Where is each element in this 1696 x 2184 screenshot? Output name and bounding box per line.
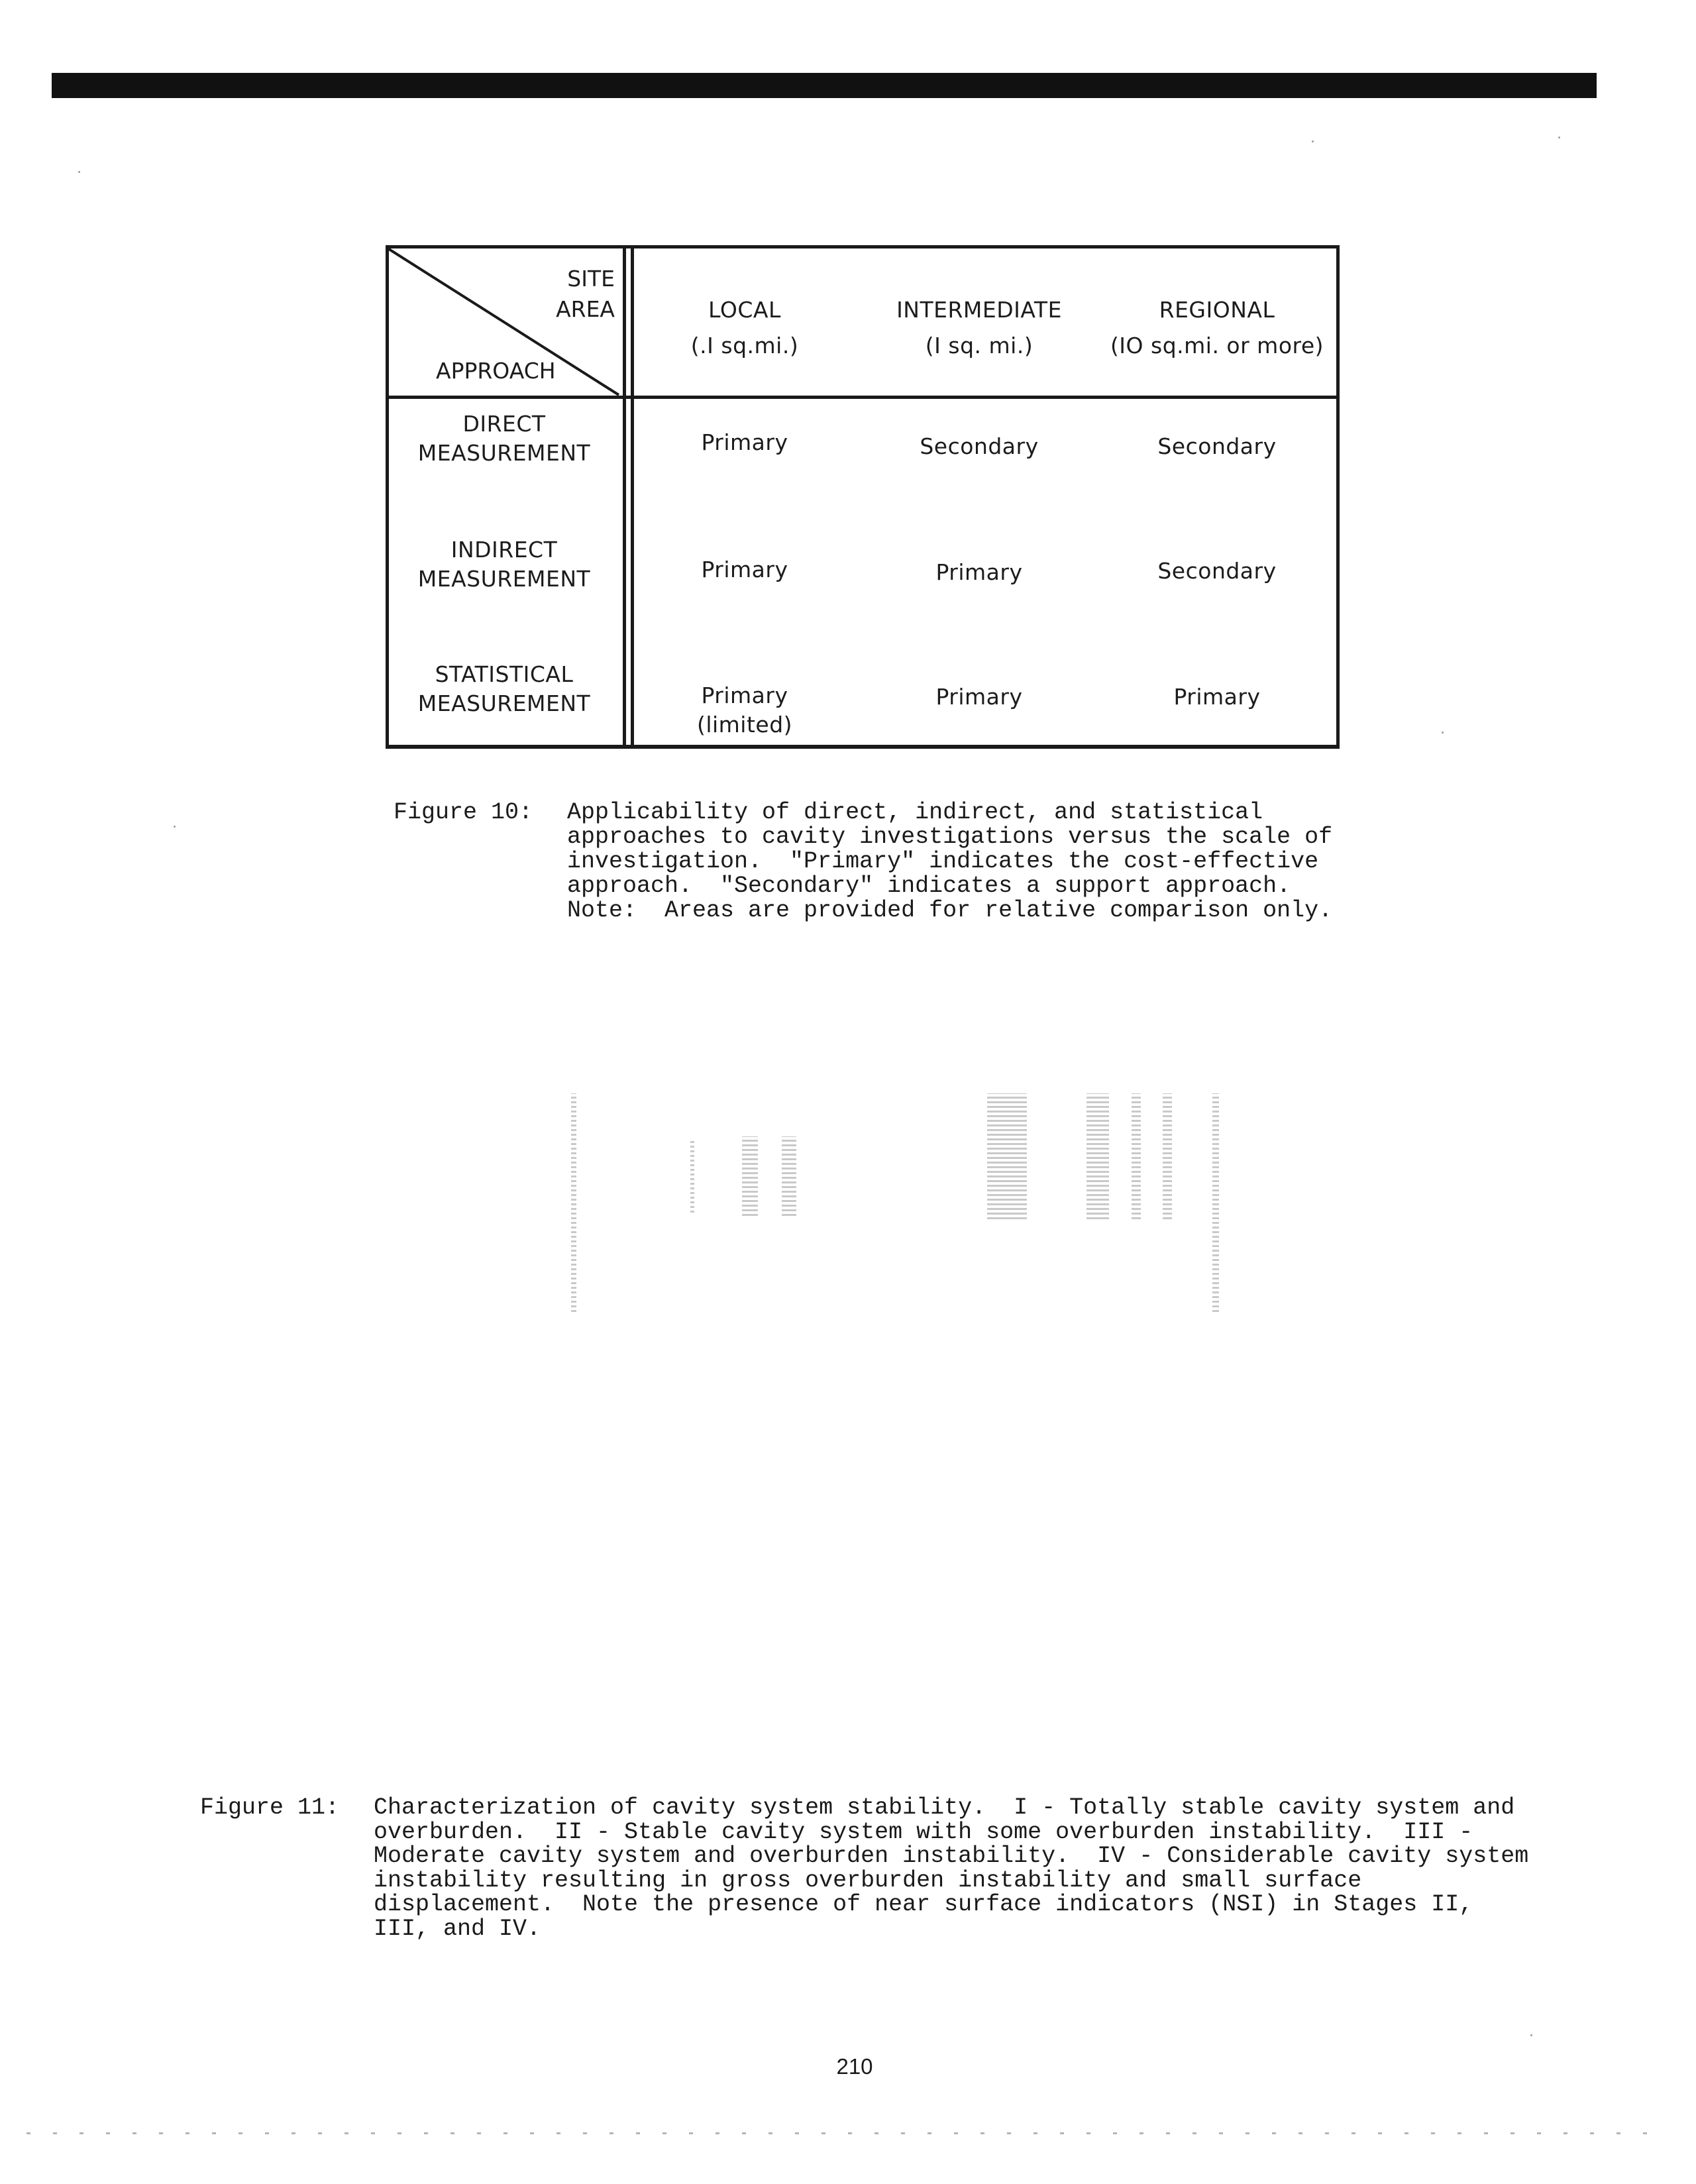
figure-11-faded-graphic: [563, 1027, 1239, 1372]
row-header-direct: [395, 410, 613, 468]
faint-mark: [571, 1093, 576, 1312]
caption-line: displacement. Note the presence of near surface indicators (NSI) in Stages II,: [374, 1891, 1473, 1918]
caption-line: investigation. "Primary" indicates the cost-effective: [567, 848, 1319, 875]
row-header-indirect: [395, 535, 613, 594]
row-label-line: INDIRECT: [450, 537, 558, 563]
scan-speck: [78, 171, 80, 173]
column-name: INTERMEDIATE: [896, 297, 1062, 323]
scan-speck: [1312, 140, 1314, 142]
faint-mark: [782, 1136, 796, 1216]
row-label-line: STATISTICAL: [435, 661, 574, 687]
faint-mark: [1132, 1093, 1141, 1219]
faint-mark: [742, 1136, 758, 1216]
caption-line: approaches to cavity investigations versus the scale of: [567, 824, 1333, 850]
cell-value: Primary: [701, 682, 788, 708]
caption-text: [374, 1796, 1632, 1941]
scan-speck: [1442, 732, 1444, 734]
table-cell: [632, 681, 857, 739]
corner-label-area: AREA: [556, 296, 615, 322]
faint-mark: [1212, 1093, 1219, 1312]
caption-line: Moderate cavity system and overburden instability. IV - Considerable cavity system: [374, 1843, 1529, 1869]
table-cell: Secondary: [1157, 433, 1277, 459]
caption-line: overburden. II - Stable cavity system with some overburden instability. III -: [374, 1818, 1473, 1845]
table-cell: Primary: [701, 429, 788, 455]
figure-label: Figure 11:: [200, 1794, 340, 1821]
column-area: (IO sq.mi. or more): [1110, 333, 1324, 358]
corner-label-approach: APPROACH: [436, 358, 556, 384]
table-cell: Primary: [1173, 684, 1261, 710]
faint-mark: [987, 1093, 1027, 1219]
faint-mark: [1163, 1093, 1172, 1219]
corner-label-site: SITE: [567, 266, 615, 292]
caption-line: instability resulting in gross overburden instability and small surface: [374, 1867, 1362, 1894]
caption-line: Characterization of cavity system stability. I - Totally stable cavity system and: [374, 1794, 1515, 1821]
caption-text: [567, 800, 1495, 923]
header-rule: [1239, 56, 1597, 57]
column-header-local: [632, 296, 857, 360]
row-label-line: MEASUREMENT: [417, 690, 591, 716]
table-cell: Primary: [935, 684, 1023, 710]
faint-mark: [1086, 1093, 1109, 1219]
scan-speck: [174, 826, 176, 828]
approach-table: [386, 245, 1340, 749]
column-area: (.I sq.mi.): [690, 333, 799, 358]
column-area: (I sq. mi.): [925, 333, 1034, 358]
column-name: LOCAL: [708, 297, 781, 323]
scan-speck: [1558, 136, 1560, 138]
row-header-statistical: [395, 660, 613, 718]
row-label-line: MEASUREMENT: [417, 440, 591, 466]
column-name: REGIONAL: [1159, 297, 1275, 323]
figure-label: Figure 10:: [394, 799, 533, 826]
scan-speck: [1530, 2034, 1532, 2036]
scan-noise: [26, 2132, 1656, 2134]
caption-line: approach. "Secondary" indicates a support approach.: [567, 873, 1291, 899]
table-cell: Primary: [935, 559, 1023, 585]
page-header-bar: [52, 73, 1597, 98]
caption-line: Applicability of direct, indirect, and statistical: [567, 799, 1263, 826]
page-number: 210: [836, 2054, 873, 2079]
cell-qualifier: (limited): [696, 712, 793, 737]
column-header-regional: [1101, 296, 1333, 360]
faint-mark: [690, 1140, 694, 1213]
column-header-intermediate: [867, 296, 1092, 360]
caption-line: Note: Areas are provided for relative comparison only.: [567, 897, 1333, 924]
caption-line: III, and IV.: [374, 1915, 541, 1942]
row-label-line: MEASUREMENT: [417, 566, 591, 592]
corner-label-site-area: [556, 264, 615, 325]
table-border-right: [1336, 245, 1340, 749]
row-label-line: DIRECT: [462, 411, 546, 437]
table-border-bottom: [386, 745, 1340, 749]
table-cell: Primary: [701, 557, 788, 582]
table-cell: Secondary: [920, 433, 1039, 459]
table-cell: Secondary: [1157, 558, 1277, 584]
